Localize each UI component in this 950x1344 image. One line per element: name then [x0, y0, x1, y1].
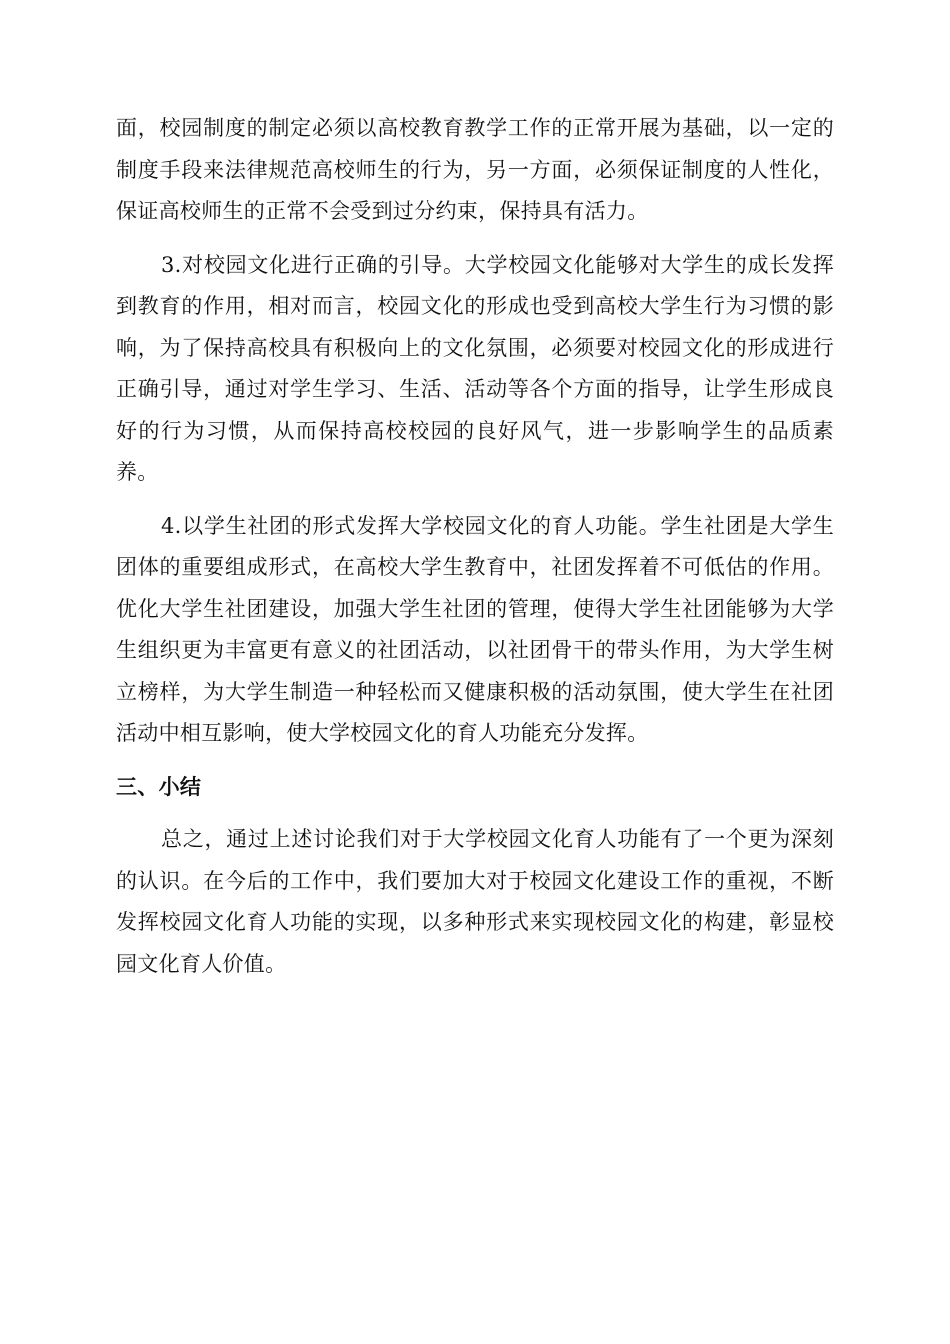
paragraph-item-4: 4.以学生社团的形式发挥大学校园文化的育人功能。学生社团是大学生团体的重要组成形式，在高校大学生教育中，社团发挥着不可低估的作用。优化大学生社团建设，加强大学生社团的管理，使得大学生社团能够为大学生组织更为丰富更有意义的社团活动，以社团骨干的带头作用，为大学生树立榜样，为大学生制造一种轻松而又健康积极的活动氛围，使大学生在社团活动中相互影响，使大学校园文化的育人功能充分发挥。 — [116, 513, 834, 745]
paragraph-conclusion: 总之，通过上述讨论我们对于大学校园文化育人功能有了一个更为深刻的认识。在今后的工作中，我们要加大对于校园文化建设工作的重视，不断发挥校园文化育人功能的实现，以多种形式来实现校园文化的构建，彰显校园文化育人价值。 — [116, 827, 834, 976]
section-heading: 三、小结 — [116, 774, 202, 799]
paragraph-item-3: 3.对校园文化进行正确的引导。大学校园文化能够对大学生的成长发挥到教育的作用，相对而言，校园文化的形成也受到高校大学生行为习惯的影响，为了保持高校具有积极向上的文化氛围，必须要对校园文化的形成进行正确引导，通过对学生学习、生活、活动等各个方面的指导，让学生形成良好的行为习惯，从而保持高校校园的良好风气，进一步影响学生的品质素养。 — [116, 252, 834, 484]
document-body — [116, 108, 834, 997]
paragraph-continued: 面，校园制度的制定必须以高校教育教学工作的正常开展为基础，以一定的制度手段来法律规范高校师生的行为，另一方面，必须保证制度的人性化，保证高校师生的正常不会受到过分约束，保持具有活力。 — [116, 116, 834, 223]
